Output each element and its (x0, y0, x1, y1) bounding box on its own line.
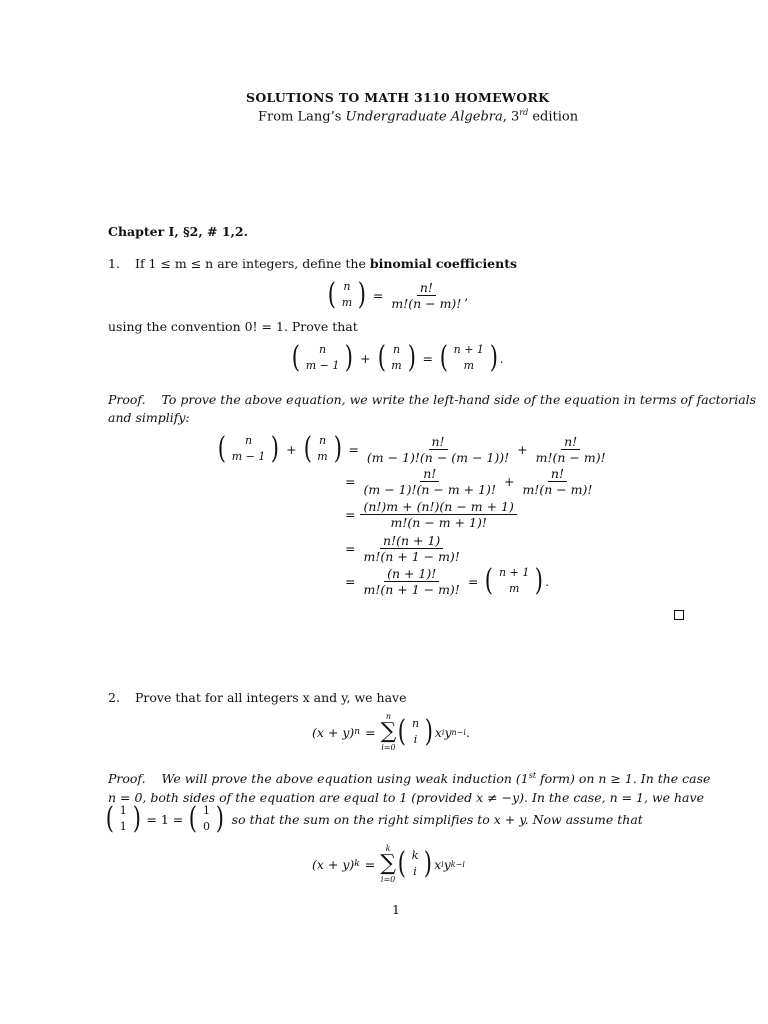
sum-upper: k (385, 844, 391, 853)
derivation-step-1: ( n m − 1 ) + ( n m ) = $\frac{n!}{(m - 1)!(n - (m - 1))!}$ + $\frac{n!}{m!(n - m)!}$ (216, 433, 609, 465)
fraction-num: (n + 1)! (384, 566, 439, 582)
induction-hypothesis-equation: (x + y) k = k ∑ i=0 ( k i ) x i y k−i (312, 844, 465, 884)
binom-bottom: m (463, 359, 474, 372)
proof2-line-2: n = 0, both sides of the equation are equal to 1 (provided x ≠ −y). In the case, n = 1, we have (108, 790, 704, 805)
fraction (364, 434, 512, 465)
binom-top: n (412, 717, 420, 730)
qed-box-icon (674, 610, 684, 620)
fraction (533, 434, 609, 465)
binomial-n-m-minus-1: ( n m − 1 ) (217, 431, 280, 466)
subtitle-book: Undergraduate Algebra (345, 109, 503, 125)
subtitle-mid: , 3 (502, 109, 520, 125)
binomial-n-m: ( n m ) (327, 277, 367, 312)
binom-bottom: m − 1 (305, 359, 340, 372)
proof2-sup: st (528, 771, 537, 780)
eq-tail: , (464, 287, 469, 303)
binomial-1-1: ( 1 1 ) (105, 801, 141, 836)
binom-bottom: i (413, 733, 418, 746)
chapter-heading: Chapter I, §2, # 1,2. (108, 224, 248, 239)
binom-top: n (318, 343, 327, 356)
document-title: SOLUTIONS TO MATH 3110 HOMEWORK (246, 90, 550, 105)
subtitle-sup: rd (519, 108, 529, 117)
binom-top: n (318, 434, 327, 447)
eq-tail: . (545, 573, 550, 589)
proof2-text-a: We will prove the above equation using weak induction (1 (161, 771, 529, 787)
fraction-den: m!(n − m)! (535, 449, 606, 465)
proof1-line-1 (108, 392, 756, 407)
fraction (360, 566, 462, 597)
problem1-convention: using the convention 0! = 1. Prove that (108, 319, 358, 334)
eq-mid: = 1 = (142, 811, 188, 827)
eq-lhs-exponent: n (354, 727, 361, 737)
fraction-den: m!(n − m)! (522, 482, 593, 497)
fraction-den: m!(n − m + 1)! (390, 515, 487, 530)
binom-bottom: i (413, 865, 417, 878)
problem1-intro-text: If 1 ≤ m ≤ n are integers, define the (135, 256, 370, 271)
problem1-intro (135, 256, 517, 271)
summation-symbol: k ∑ i=0 (380, 844, 396, 884)
summation-symbol: n ∑ i=0 (380, 712, 397, 752)
derivation-step-4: = $\frac{n!(n + 1)}{m!(n + 1 - m)!}$ (340, 533, 463, 564)
term-x: x (434, 724, 442, 740)
binom-bottom: m (508, 582, 520, 595)
problem2-number: 2. (108, 690, 120, 705)
proof2-line-1 (108, 771, 710, 786)
page-number: 1 (392, 902, 400, 917)
binom-top: n (343, 280, 351, 293)
binom-bottom: m (341, 296, 353, 309)
binom-top: 1 (202, 804, 210, 817)
binomial-k-i: ( k i ) (397, 846, 433, 881)
binomial-definition-equation: ( n m ) = $\frac{n!}{m!(n - m)!}$ , (327, 277, 469, 312)
derivation-step-3: = $\frac{(n!)m + (n!)(n - m + 1)}{m!(n - m + 1)!}$ (340, 499, 517, 530)
binomial-n-m: ( n m ) (377, 340, 416, 375)
proof2-text-b: form) on n ≥ 1. In the case (536, 771, 711, 787)
proof1-text: To prove the above equation, we write the left-hand side of the equation in terms of factorials (161, 392, 757, 407)
document-subtitle (258, 108, 578, 124)
fraction-num: n!(n + 1) (380, 533, 443, 549)
sum-lower: i=0 (381, 743, 396, 752)
term-y-exponent: k−i (450, 859, 465, 869)
problem1-number: 1. (108, 256, 120, 271)
fraction-den: (m − 1)!(n − (m − 1))! (366, 449, 510, 465)
binom-bottom: m (391, 359, 402, 372)
subtitle-suffix: edition (528, 109, 579, 125)
eq-tail: . (499, 350, 504, 366)
proof1-line-2: and simplify: (108, 410, 190, 425)
fraction-den: m!(n + 1 − m)! (363, 549, 460, 564)
term-x: x (434, 856, 442, 872)
eq-lhs-exponent: k (354, 859, 360, 869)
binomial-n-m-minus-1: ( n m − 1 ) (291, 340, 354, 375)
fraction (360, 466, 498, 497)
pascal-identity-claim: ( n m − 1 ) + ( n m ) = ( n + 1 m ) . (291, 340, 504, 375)
proof-label: Proof. (108, 392, 146, 407)
term-y: y (444, 724, 452, 740)
eq-lhs: (x + y) (312, 724, 355, 740)
term-x-exponent: i (441, 727, 445, 737)
term-x-exponent: i (441, 859, 444, 869)
fraction-num: n! (429, 434, 448, 450)
fraction (360, 533, 462, 564)
eq-lhs: (x + y) (312, 856, 355, 872)
proof2-line-3 (104, 803, 643, 835)
fraction (360, 499, 516, 530)
problem1-term: binomial coefficients (369, 256, 518, 271)
subtitle-prefix: From Lang’s (258, 109, 346, 125)
term-y: y (443, 856, 451, 872)
binomial-n-i: ( n i ) (398, 714, 434, 749)
fraction-den: (m − 1)!(n − m + 1)! (363, 482, 496, 497)
fraction (519, 466, 595, 497)
fraction-num: n! (417, 280, 436, 296)
binomial-n-plus-1-m: ( n + 1 m ) (485, 563, 544, 598)
binomial-theorem-equation: (x + y) n = n ∑ i=0 ( n i ) x i y n−i . (312, 712, 470, 752)
binom-bottom: 0 (202, 820, 210, 833)
fraction-num: n! (548, 466, 567, 482)
binomial-n-plus-1-m: ( n + 1 m ) (439, 340, 498, 375)
proof-label: Proof. (108, 771, 146, 787)
binomial-n-m: ( n m ) (303, 431, 342, 466)
derivation-step-2: = $\frac{n!}{(m - 1)!(n - m + 1)!}$ + $\frac{n!}{m!(n - m)!}$ (340, 466, 595, 497)
binom-top: k (411, 849, 419, 862)
sum-upper: n (385, 712, 392, 721)
binom-top: 1 (119, 804, 127, 817)
derivation-step-5: = $\frac{(n + 1)!}{m!(n + 1 - m)!}$ = ( n + 1 m ) . (345, 563, 550, 598)
fraction (388, 280, 464, 311)
binom-bottom: m (317, 450, 328, 463)
fraction-num: n! (561, 434, 580, 450)
sum-lower: i=0 (380, 875, 396, 884)
binom-top: n (392, 343, 401, 356)
proof2-text-c: so that the sum on the right simplifies to x + y. Now assume that (231, 811, 643, 827)
binomial-1-0: ( 1 0 ) (188, 801, 224, 836)
binom-top: n + 1 (453, 343, 484, 356)
fraction-num: n! (420, 466, 439, 482)
fraction-num: (n!)m + (n!)(n − m + 1) (360, 499, 516, 515)
binom-bottom: 1 (119, 820, 127, 833)
fraction-den: m!(n + 1 − m)! (363, 581, 460, 597)
term-y-exponent: n−i (451, 727, 466, 737)
binom-top: n + 1 (499, 566, 530, 579)
binom-bottom: m − 1 (231, 450, 266, 463)
eq-tail: . (465, 724, 470, 740)
binom-top: n (244, 434, 253, 447)
fraction-den: m!(n − m)! (391, 295, 462, 311)
problem2-intro: Prove that for all integers x and y, we have (135, 690, 407, 705)
